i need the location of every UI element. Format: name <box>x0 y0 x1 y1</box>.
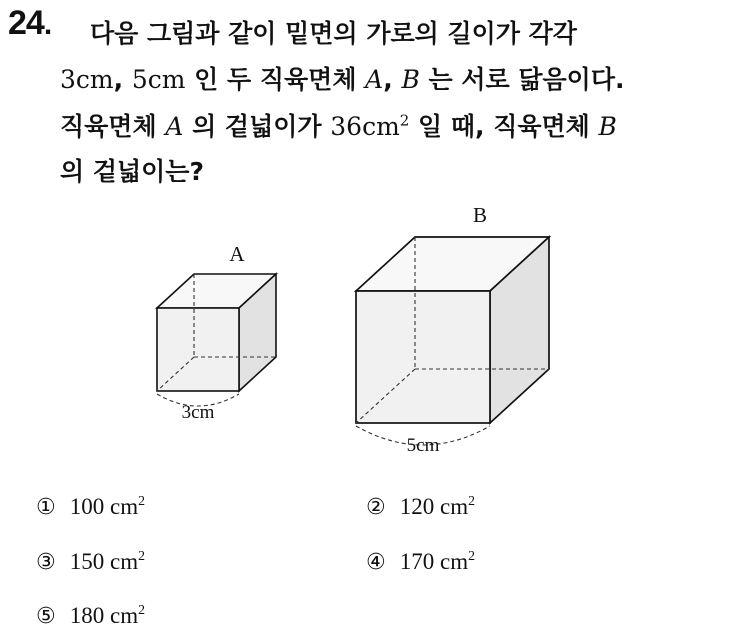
choice-3[interactable] <box>36 549 145 575</box>
choice-2-unit: cm <box>439 494 469 519</box>
choice-5-unit: cm <box>109 603 139 628</box>
choice-1-exponent: 2 <box>138 493 145 509</box>
cuboid-a-label: A <box>229 242 245 266</box>
choice-1-mark: ① <box>36 495 56 520</box>
length-separator: , <box>113 65 132 94</box>
choice-1[interactable] <box>36 494 145 520</box>
choice-2[interactable] <box>366 494 475 520</box>
surface-area-unit: cm <box>362 112 400 141</box>
choice-3-exponent: 2 <box>138 548 145 564</box>
solid-b-symbol: B <box>401 65 420 94</box>
choice-4-unit: cm <box>439 549 469 574</box>
line3-solid-b: B <box>598 112 617 141</box>
choice-4-mark: ④ <box>366 550 386 575</box>
cuboid-a <box>157 242 276 423</box>
line3-text-3: 일 때, 직육면체 <box>409 112 599 141</box>
cuboid-a-dimension-label: 3cm <box>181 402 215 423</box>
length-b-unit: cm <box>147 65 186 94</box>
cuboid-b-front-face <box>356 291 490 423</box>
question-line-1: 다음 그림과 같이 밑면의 가로의 길이가 각각 <box>90 19 577 48</box>
line3-text-1: 직육면체 <box>60 112 166 141</box>
choice-5-exponent: 2 <box>138 602 145 618</box>
line2-text-1: 인 두 직육면체 <box>185 65 366 94</box>
length-a-value: 3 <box>60 65 76 94</box>
question-line-4: 의 겉넓이는? <box>60 157 204 186</box>
question-number-dot: . <box>43 8 52 41</box>
surface-area-exponent: 2 <box>399 111 410 130</box>
choice-2-mark: ② <box>366 495 386 520</box>
choice-1-value: 100 <box>69 494 105 519</box>
choice-5-mark: ⑤ <box>36 604 56 629</box>
choice-2-value: 120 <box>399 494 435 519</box>
line2-text-2: 는 서로 닮음이다. <box>419 65 625 94</box>
choice-3-value: 150 <box>69 549 105 574</box>
line2-comma: , <box>383 65 402 94</box>
choice-3-mark: ③ <box>36 550 56 575</box>
solid-a-symbol: A <box>365 65 384 94</box>
surface-area-value: 36 <box>330 112 363 141</box>
cuboid-b-label: B <box>472 203 488 227</box>
choice-4-exponent: 2 <box>468 548 475 564</box>
line3-solid-a: A <box>165 112 184 141</box>
choice-3-unit: cm <box>109 549 139 574</box>
choice-2-exponent: 2 <box>468 493 475 509</box>
question-number-value: 24 <box>8 4 44 42</box>
cuboid-b-dimension-label: 5cm <box>406 435 440 456</box>
length-a-unit: cm <box>75 65 114 94</box>
choice-1-unit: cm <box>109 494 139 519</box>
cuboid-a-front-face <box>157 308 239 391</box>
choice-4[interactable] <box>366 549 475 575</box>
choice-4-value: 170 <box>399 549 435 574</box>
cuboid-b <box>356 203 549 456</box>
choice-5-value: 180 <box>69 603 105 628</box>
line3-text-2: 의 겉넓이가 <box>183 112 331 141</box>
length-b-value: 5 <box>131 65 148 94</box>
choice-5[interactable] <box>36 603 145 629</box>
